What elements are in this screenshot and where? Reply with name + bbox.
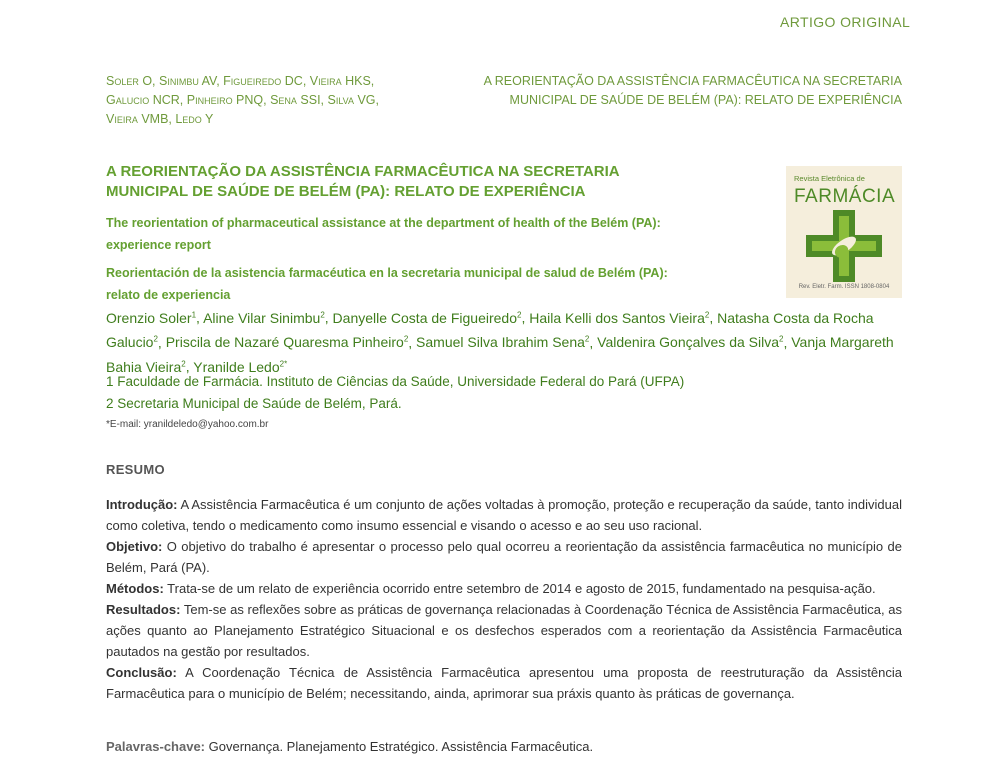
- abstract-section: Objetivo: O objetivo do trabalho é apresentar o processo pelo qual ocorreu a reorientação da assistência farmacêutica no município de Belém, Pará (PA).: [106, 539, 902, 575]
- running-authors-line: Soler O, Sinimbu AV, Figueiredo DC, Vieira HKS,: [106, 74, 375, 88]
- keywords-label: Palavras-chave:: [106, 739, 206, 754]
- article-title-pt: [106, 162, 726, 202]
- journal-logo-name: FARMÁCIA: [794, 186, 896, 207]
- abstract-section: Conclusão: A Coordenação Técnica de Assistência Farmacêutica apresentou uma proposta de reestruturação da Assistência Farmacêutica para o município de Belém; necessitando, ainda, aprimorar sua práxis quanto às práticas de governança.: [106, 665, 902, 701]
- abstract-section: Resultados: Tem-se as reflexões sobre as práticas de governança relacionadas à Coordenação Técnica de Assistência Farmacêutica, as ações quanto ao Planejamento Estratégico Situacional e os desfechos esperados com a reorientação da Assistência Farmacêutica pautados na gestão por resultados.: [106, 602, 902, 659]
- abstract-heading: RESUMO: [106, 462, 165, 477]
- article-title-pt-line: A REORIENTAÇÃO DA ASSISTÊNCIA FARMACÊUTICA NA SECRETARIA: [106, 163, 620, 180]
- affiliation: 2 Secretaria Municipal de Saúde de Belém, Pará.: [106, 396, 402, 411]
- running-title: [460, 72, 902, 110]
- running-title-line: MUNICIPAL DE SAÚDE DE BELÉM (PA): RELATO DE EXPERIÊNCIA: [509, 93, 902, 107]
- article-title-en-line: experience report: [106, 238, 211, 252]
- journal-logo: [786, 166, 902, 298]
- section-label: ARTIGO ORIGINAL: [780, 14, 911, 30]
- keywords-text: Governança. Planejamento Estratégico. Assistência Farmacêutica.: [208, 739, 594, 754]
- author: Danyelle Costa de Figueiredo$^2$: [332, 309, 522, 326]
- corresponding-email[interactable]: *E-mail: yranildeledo@yahoo.com.br: [106, 419, 269, 430]
- article-title-pt-line: MUNICIPAL DE SAÚDE DE BELÉM (PA): RELATO DE EXPERIÊNCIA: [106, 183, 586, 200]
- keywords: [106, 739, 593, 754]
- author: Orenzio Soler$^1$: [106, 309, 197, 326]
- running-authors: [106, 72, 446, 129]
- abstract-body: [106, 494, 902, 704]
- article-title-es-line: Reorientación de la asistencia farmacéutica en la secretaria municipal de salud de Belém (PA):: [106, 266, 668, 280]
- article-title-en-line: The reorientation of pharmaceutical assistance at the department of health of the Belém (PA):: [106, 216, 661, 230]
- article-title-es: [106, 262, 746, 306]
- author: Valdenira Gonçalves da Silva$^2$: [597, 334, 784, 351]
- affiliations: [106, 371, 906, 415]
- author: Haila Kelli dos Santos Vieira$^2$: [529, 309, 710, 326]
- author-list: Orenzio Soler$^1$, Aline Vilar Sinimbu$^2$, Danyelle Costa de Figueiredo$^2$, Haila Kelli dos Santos Vieira$^2$, Natasha Costa da Rocha Galucio$^2$, Priscila de Nazaré Quaresma Pinheiro$^2$, Samuel Silva Ibrahim Sena$^2$, Valdenira Gonçalves da Silva$^2$, Vanja Margareth Bahia Vieira$^2$, Yranilde Ledo$^{2*}$: [106, 309, 894, 375]
- article-title-en: [106, 212, 746, 256]
- running-authors-line: Galucio NCR, Pinheiro PNQ, Sena SSI, Silva VG,: [106, 93, 380, 107]
- journal-logo-subtitle: Revista Eletrônica de: [794, 174, 865, 183]
- author: Natasha Costa da Rocha Galucio$^2$: [106, 309, 874, 351]
- abstract-section: Métodos: Trata-se de um relato de experiência ocorrido entre setembro de 2014 e agosto de 2015, fundamentado na pesquisa-ação.: [106, 581, 876, 596]
- journal-logo-issn: Rev. Eletr. Farm. ISSN 1808-0804: [798, 284, 890, 290]
- abstract-section: Introdução: A Assistência Farmacêutica é um conjunto de ações voltadas à promoção, proteção e recuperação da saúde, tanto individual como coletiva, tendo o medicamento como insumo essencial e visando o acesso e ao seu uso racional.: [106, 497, 902, 533]
- running-title-line: A REORIENTAÇÃO DA ASSISTÊNCIA FARMACÊUTICA NA SECRETARIA: [483, 74, 902, 88]
- author: Samuel Silva Ibrahim Sena$^2$: [416, 334, 590, 351]
- article-title-es-line: relato de experiencia: [106, 288, 231, 302]
- author: Vanja Margareth Bahia Vieira$^2$: [106, 334, 894, 375]
- running-authors-line: Vieira VMB, Ledo Y: [106, 112, 214, 126]
- author: Yranilde Ledo$^{2*}$: [193, 358, 288, 375]
- affiliation: 1 Faculdade de Farmácia. Instituto de Ciências da Saúde, Universidade Federal do Pará (UFPA): [106, 374, 685, 389]
- pharmacy-cross-icon: [806, 210, 882, 282]
- author: Priscila de Nazaré Quaresma Pinheiro$^2$: [165, 334, 409, 351]
- author: Aline Vilar Sinimbu$^2$: [203, 309, 325, 326]
